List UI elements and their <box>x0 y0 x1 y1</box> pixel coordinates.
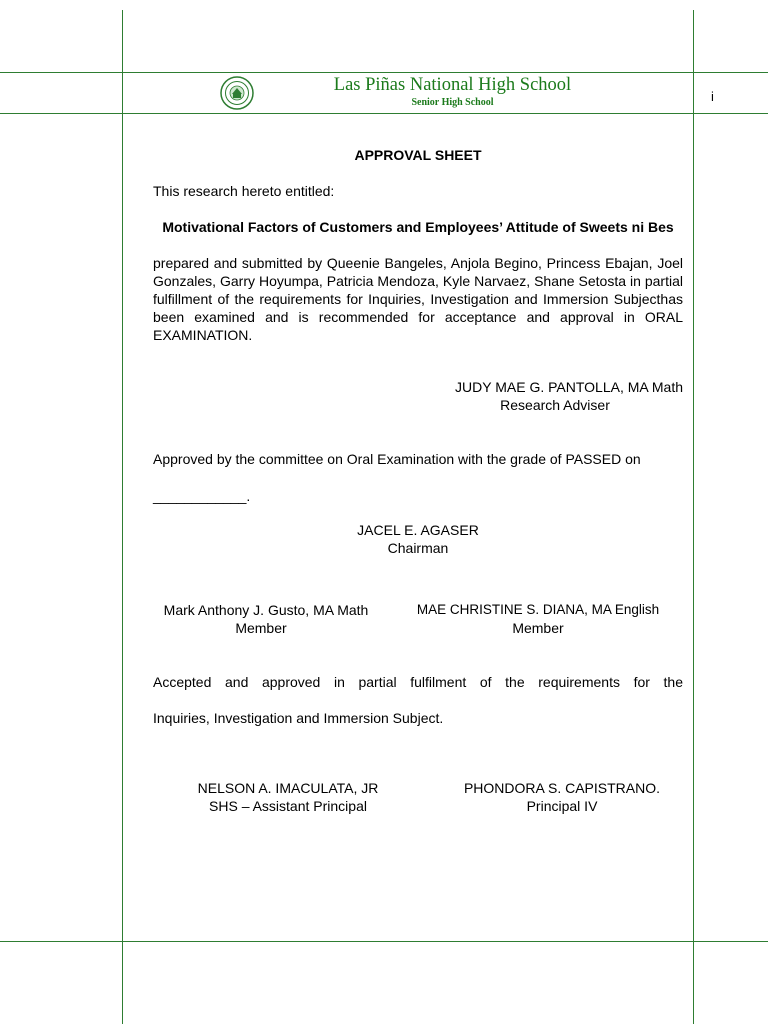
page-header <box>122 72 693 114</box>
chairman-name: JACEL E. AGASER <box>357 522 479 538</box>
page-heading: APPROVAL SHEET <box>354 147 482 163</box>
intro-text: This research hereto entitled: <box>153 183 335 199</box>
date-blank: ____________. <box>153 488 251 504</box>
signer2-role: Principal IV <box>526 798 598 814</box>
submission-paragraph: prepared and submitted by Queenie Bangeles, Anjola Begino, Princess Ebajan, Joel Gonzales, Garry Hoyumpa, Patricia Mendoza, Kyle Narvaez, Shane Setosta in partial fulfillment of the requirements for Inquiries, Investigation and Immersion Subjecthas been examined and is recommended for acceptance and approval in ORAL EXAMINATION. <box>153 255 683 343</box>
member2-role: Member <box>512 620 564 636</box>
approval-text: Approved by the committee on Oral Examination with the grade of PASSED on <box>153 451 641 467</box>
chairman-role: Chairman <box>387 540 449 556</box>
school-subtitle: Senior High School <box>411 97 494 108</box>
acceptance-line-1: Accepted and approved in partial fulfilment of the requirements for the <box>153 674 683 690</box>
left-margin-line <box>122 10 123 1024</box>
adviser-name: JUDY MAE G. PANTOLLA, MA Math <box>455 379 683 395</box>
footer-line <box>0 941 768 942</box>
right-margin-line <box>693 10 694 1024</box>
signer2-name: PHONDORA S. CAPISTRANO. <box>463 780 661 796</box>
member1-name: Mark Anthony J. Gusto, MA Math <box>163 602 369 618</box>
acceptance-line-2: Inquiries, Investigation and Immersion Subject. <box>153 710 444 726</box>
member1-role: Member <box>235 620 287 636</box>
research-title: Motivational Factors of Customers and Employees’ Attitude of Sweets ni Bes <box>162 219 674 235</box>
signer1-name: NELSON A. IMACULATA, JR <box>197 780 379 796</box>
signer1-role: SHS – Assistant Principal <box>209 798 367 814</box>
adviser-role: Research Adviser <box>500 397 610 413</box>
school-name: Las Piñas National High School <box>333 75 572 95</box>
member2-name: MAE CHRISTINE S. DIANA, MA English <box>416 602 660 617</box>
page-number: i <box>711 89 714 104</box>
